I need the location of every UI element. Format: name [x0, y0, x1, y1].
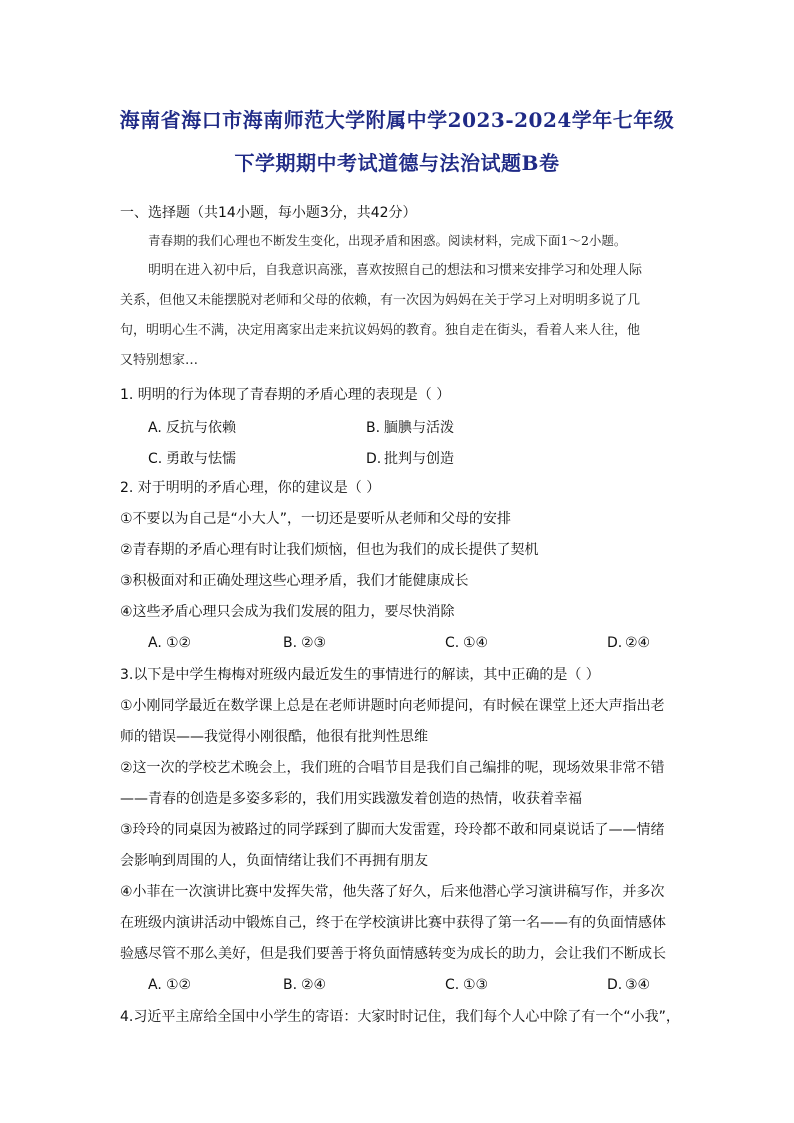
- q2-statement: ③积极面对和正确处理这些心理矛盾，我们才能健康成长: [120, 573, 469, 589]
- q2-option-c: [445, 635, 488, 651]
- q1-option-b: [366, 417, 454, 437]
- option-text: ③④: [625, 977, 651, 993]
- q3-option-d: [607, 977, 650, 993]
- option-text: ②④: [301, 977, 327, 993]
- option-label: C.: [445, 635, 460, 651]
- option-label: A.: [148, 635, 162, 651]
- q2-statement: ④这些矛盾心理只会成为我们发展的阻力，要尽快消除: [120, 604, 455, 620]
- option-text: 反抗与依赖: [166, 420, 236, 436]
- document-title-line2: 下学期期中考试道德与法治试题B卷: [234, 151, 560, 175]
- q3-option-b: [283, 977, 326, 993]
- q2-statement: ①不要以为自己是“小大人”，一切还是要听从老师和父母的安排: [120, 511, 512, 527]
- option-label: A.: [148, 977, 162, 993]
- q3-line: ③玲玲的同桌因为被路过的同学踩到了脚而大发雷霆，玲玲都不敢和同桌说话了——情绪: [120, 822, 665, 838]
- option-text: 腼腆与活泼: [384, 420, 454, 436]
- passage-line: 关系，但他又未能摆脱对老师和父母的依赖，有一次因为妈妈在关于学习上对明明多说了几: [120, 293, 641, 308]
- q3-line: 验感尽管不那么美好，但是我们要善于将负面情感转变为成长的助力，会让我们不断成长: [120, 946, 666, 962]
- passage-line: 句，明明心生不满，决定用离家出走来抗议妈妈的教育。独自走在街头，看着人来人往，他: [120, 323, 641, 338]
- passage-line: 明明在进入初中后，自我意识高涨，喜欢按照自己的想法和习惯来安排学习和处理人际: [148, 263, 643, 278]
- option-text: ①④: [463, 635, 489, 651]
- q3-line: 师的错误——我觉得小刚很酷，他很有批判性思维: [120, 729, 428, 745]
- q2-option-a: [148, 635, 191, 651]
- q1-option-a: [148, 417, 236, 437]
- question-3-stem: 3.以下是中学生梅梅对班级内最近发生的事情进行的解读，其中正确的是（ ）: [120, 667, 600, 683]
- q3-line: ④小菲在一次演讲比赛中发挥失常，他失落了好久，后来他潜心学习演讲稿写作，并多次: [120, 884, 665, 900]
- q3-line: 在班级内演讲活动中锻炼自己，终于在学校演讲比赛中获得了第一名——有的负面情感体: [120, 915, 666, 931]
- q3-line: 会影响到周围的人，负面情绪让我们不再拥有朋友: [120, 853, 428, 869]
- passage-intro: 青春期的我们心理也不断发生变化，出现矛盾和困惑。阅读材料，完成下面1～2小题。: [148, 233, 627, 248]
- option-label: A.: [148, 420, 162, 436]
- passage-line: 又特别想家…: [120, 353, 199, 368]
- q3-line: ①小刚同学最近在数学课上总是在老师讲题时向老师提问，有时候在课堂上还大声指出老: [120, 698, 665, 714]
- q1-option-c: [148, 448, 236, 468]
- option-label: D.: [366, 451, 382, 467]
- option-text: 批判与创造: [384, 451, 454, 467]
- option-text: ①③: [463, 977, 489, 993]
- q3-option-a: [148, 977, 191, 993]
- q3-line: ——青春的创造是多姿多彩的，我们用实践激发着创造的热情，收获着幸福: [120, 791, 582, 807]
- option-text: ②③: [301, 635, 327, 651]
- option-text: 勇敢与怯懦: [166, 451, 236, 467]
- q3-option-c: [445, 977, 488, 993]
- option-label: D.: [607, 977, 623, 993]
- section-heading: 一、选择题（共14小题，每小题3分，共42分）: [120, 205, 417, 221]
- option-label: C.: [445, 977, 460, 993]
- q2-option-b: [283, 635, 326, 651]
- option-label: B.: [366, 420, 381, 436]
- option-label: B.: [283, 635, 298, 651]
- document-title-line1: 海南省海口市海南师范大学附属中学2023-2024学年七年级: [119, 108, 675, 132]
- q2-statement: ②青春期的矛盾心理有时让我们烦恼，但也为我们的成长提供了契机: [120, 542, 539, 558]
- option-label: D.: [607, 635, 623, 651]
- option-text: ②④: [625, 635, 651, 651]
- option-text: ①②: [166, 977, 192, 993]
- option-label: B.: [283, 977, 298, 993]
- q3-line: ②这一次的学校艺术晚会上，我们班的合唱节目是我们自己编排的呢，现场效果非常不错: [120, 760, 665, 776]
- q2-option-d: [607, 635, 650, 651]
- option-text: ①②: [166, 635, 192, 651]
- question-2-stem: 2. 对于明明的矛盾心理，你的建议是（ ）: [120, 480, 381, 496]
- q1-option-d: [366, 448, 454, 468]
- question-4-stem: 4.习近平主席给全国中小学生的寄语：大家时时记住，我们每个人心中除了有一个“小我”，: [120, 1009, 680, 1025]
- option-label: C.: [148, 451, 163, 467]
- question-1-stem: 1. 明明的行为体现了青春期的矛盾心理的表现是（ ）: [120, 387, 451, 403]
